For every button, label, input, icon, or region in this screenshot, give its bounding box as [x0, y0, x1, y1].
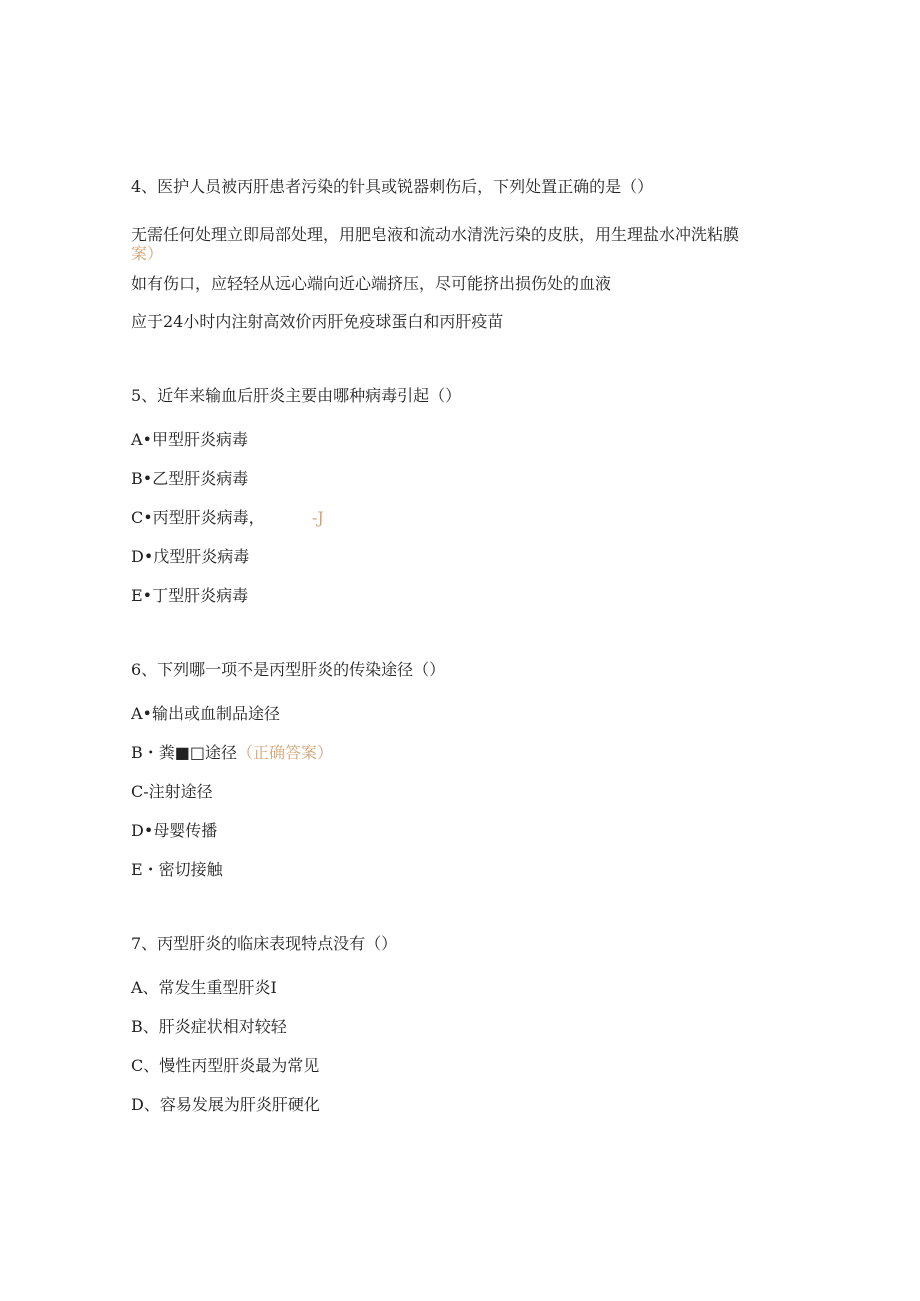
question-5-option-b: B•乙型肝炎病毒 — [131, 469, 249, 488]
correct-answer-marker: （正确答案） — [237, 743, 334, 762]
question-7-option-a: A、常发生重型肝炎I — [131, 978, 277, 997]
question-7-option-c: C、慢性丙型肝炎最为常见 — [131, 1056, 320, 1075]
question-6-option-b — [131, 743, 333, 763]
question-5-option-d: D•戊型肝炎病毒 — [131, 547, 250, 566]
question-6-option-b-text: B・粪■□途径 — [131, 743, 237, 762]
question-5-option-a: A•甲型肝炎病毒 — [131, 430, 248, 449]
question-7-option-b: B、肝炎症状相对较轻 — [131, 1017, 287, 1036]
question-7-option-d: D、容易发展为肝炎肝硬化 — [131, 1095, 320, 1114]
question-4-option-3: 应于24小时内注射高效价丙肝免疫球蛋白和丙肝疫苗 — [131, 312, 504, 331]
question-4-stem: 4、医护人员被丙肝患者污染的针具或锐器刺伤后，下列处置正确的是（） — [131, 177, 654, 196]
question-5-stem: 5、近年来输血后肝炎主要由哪种病毒引起（） — [131, 386, 462, 405]
question-5-option-e: E•丁型肝炎病毒 — [131, 586, 249, 605]
question-4-option-1: 无需任何处理立即局部处理，用肥皂液和流动水清洗污染的皮肤，用生理盐水冲洗粘膜 — [131, 225, 740, 244]
question-5-option-c-mark: -J — [312, 508, 324, 527]
question-6-option-e: E・密切接触 — [131, 860, 223, 879]
question-5-option-c: C•丙型肝炎病毒， — [131, 508, 265, 527]
question-7-stem: 7、丙型肝炎的临床表现特点没有（） — [131, 934, 398, 953]
question-6-stem: 6、下列哪一项不是丙型肝炎的传染途径（） — [131, 660, 446, 679]
question-6-option-a: A•输出或血制品途径 — [131, 704, 280, 723]
question-4-option-1-wrap: 案） — [131, 244, 164, 263]
question-6-option-c: C-注射途径 — [131, 782, 213, 801]
question-4-option-2: 如有伤口，应轻轻从远心端向近心端挤压，尽可能挤出损伤处的血液 — [131, 274, 612, 293]
question-6-option-d: D•母婴传播 — [131, 821, 218, 840]
